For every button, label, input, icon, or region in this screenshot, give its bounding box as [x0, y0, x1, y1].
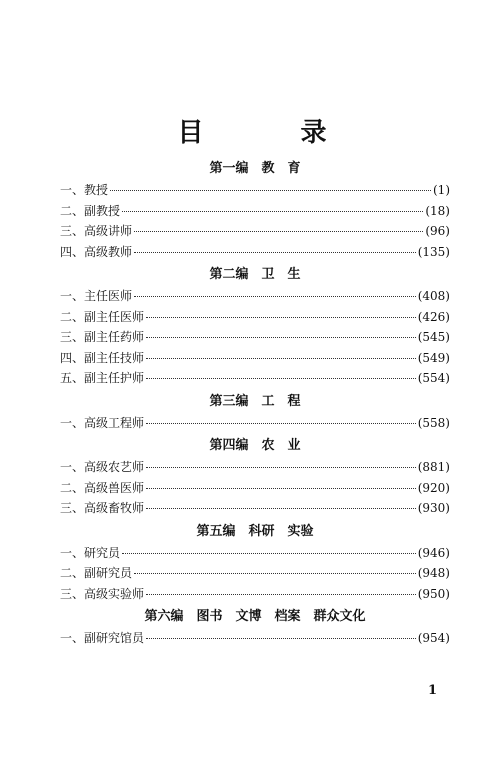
- toc-entry-label: 二、高级兽医师: [60, 480, 145, 495]
- toc-entry-page: (408): [417, 289, 450, 303]
- toc-entry-label: 三、高级实验师: [60, 586, 145, 601]
- toc-entry[interactable]: [60, 413, 450, 434]
- toc-entry[interactable]: [60, 457, 450, 478]
- toc-entry-page: (545): [417, 330, 450, 344]
- toc-entry-page: (950): [417, 586, 450, 601]
- section-heading: 第六编 图书 文博 档案 群众文化: [144, 609, 366, 624]
- toc-entry-label: 一、副研究馆员: [60, 631, 145, 645]
- toc-entry[interactable]: [60, 584, 450, 605]
- toc-entry[interactable]: [60, 221, 450, 242]
- toc-entry-page: (954): [417, 631, 450, 645]
- toc-entry[interactable]: [60, 242, 450, 263]
- dot-leader: [134, 573, 416, 574]
- toc-entry[interactable]: [60, 201, 450, 222]
- toc-entry-page: (946): [417, 545, 450, 560]
- dot-leader: [110, 190, 431, 191]
- section-heading: 第四编 农 业: [209, 438, 301, 453]
- toc-entry-label: 三、高级讲师: [60, 224, 133, 238]
- page-number: 1: [428, 683, 438, 698]
- toc-entry[interactable]: [60, 286, 450, 307]
- dot-leader: [134, 296, 416, 297]
- toc-entry-label: 二、副研究员: [60, 566, 133, 580]
- toc-entry[interactable]: [60, 628, 450, 649]
- toc-entry[interactable]: [60, 180, 450, 201]
- toc-entry-label: 二、副主任医师: [60, 309, 145, 324]
- toc-entry-label: 一、高级农艺师: [60, 460, 145, 474]
- dot-leader: [146, 508, 416, 509]
- dot-leader: [134, 231, 423, 232]
- toc-entry-label: 三、高级畜牧师: [60, 501, 145, 515]
- dot-leader: [146, 378, 416, 379]
- dot-leader: [146, 358, 416, 359]
- section-heading: 第三编 工 程: [209, 393, 301, 409]
- toc-entry[interactable]: [60, 348, 450, 369]
- toc-entry[interactable]: [60, 563, 450, 584]
- toc-entry-page: (426): [417, 309, 450, 324]
- dot-leader: [146, 488, 416, 489]
- dot-leader: [122, 211, 423, 212]
- table-of-contents: [60, 156, 450, 649]
- dot-leader: [146, 594, 416, 595]
- toc-entry-label: 一、高级工程师: [60, 415, 145, 430]
- toc-entry-page: (554): [417, 371, 450, 385]
- dot-leader: [146, 337, 416, 338]
- toc-entry[interactable]: [60, 478, 450, 499]
- toc-entry-page: (558): [417, 415, 450, 430]
- toc-entry-page: (549): [417, 350, 450, 365]
- toc-entry-label: 一、教授: [60, 183, 109, 197]
- toc-entry-page: (96): [425, 224, 450, 238]
- toc-entry-page: (18): [425, 203, 450, 218]
- page-title: 目 录: [177, 118, 371, 148]
- toc-entry-label: 一、研究员: [60, 545, 121, 560]
- dot-leader: [146, 317, 416, 318]
- toc-entry-label: 三、副主任药师: [60, 330, 145, 344]
- section-heading: 第一编 教 育: [209, 161, 301, 176]
- toc-entry-page: (135): [417, 244, 450, 259]
- dot-leader: [134, 252, 416, 253]
- dot-leader: [146, 638, 416, 639]
- toc-entry-page: (920): [417, 480, 450, 495]
- toc-entry-label: 五、副主任护师: [60, 371, 145, 385]
- toc-entry-label: 一、主任医师: [60, 289, 133, 303]
- toc-entry-page: (1): [433, 183, 450, 197]
- toc-entry-page: (881): [417, 460, 450, 474]
- dot-leader: [146, 423, 416, 424]
- dot-leader: [122, 553, 416, 554]
- section-heading: 第二编 卫 生: [209, 267, 301, 282]
- toc-entry[interactable]: [60, 543, 450, 564]
- toc-entry[interactable]: [60, 327, 450, 348]
- section-heading: 第五编 科研 实验: [196, 523, 314, 539]
- toc-entry-label: 四、高级教师: [60, 244, 133, 259]
- toc-entry-label: 四、副主任技师: [60, 350, 145, 365]
- toc-entry[interactable]: [60, 498, 450, 519]
- toc-entry-page: (948): [417, 566, 450, 580]
- toc-entry[interactable]: [60, 368, 450, 389]
- toc-entry-page: (930): [417, 501, 450, 515]
- dot-leader: [146, 467, 416, 468]
- toc-entry[interactable]: [60, 307, 450, 328]
- toc-entry-label: 二、副教授: [60, 203, 121, 218]
